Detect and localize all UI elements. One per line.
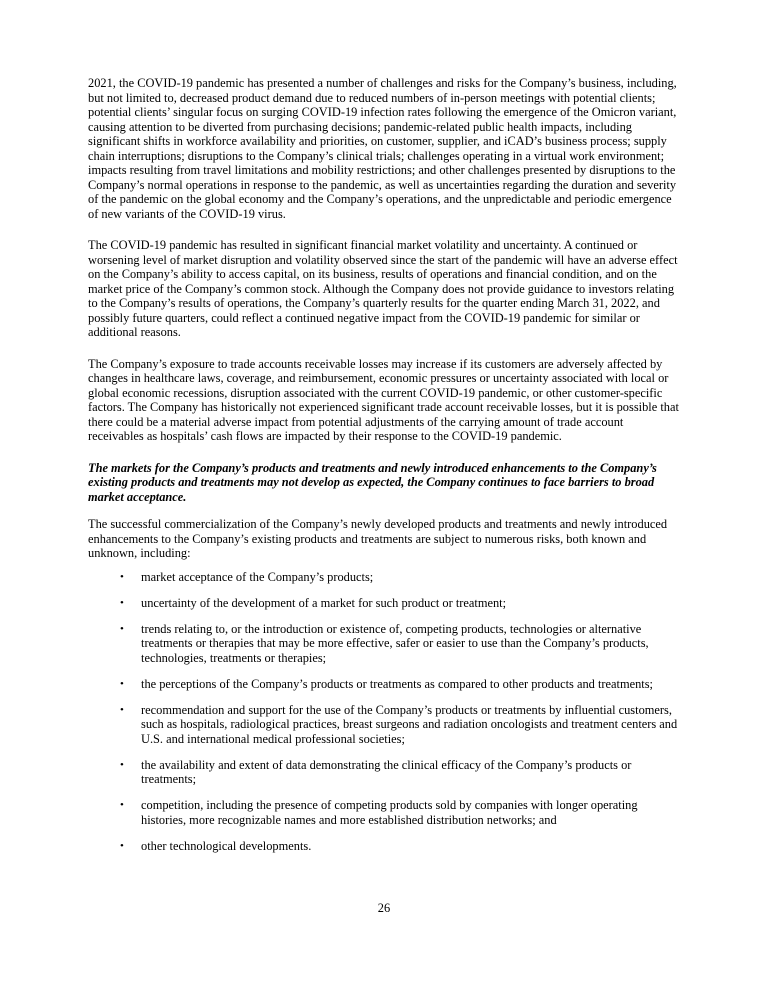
document-body bbox=[88, 76, 682, 865]
bullet-text: other technological developments. bbox=[141, 838, 312, 853]
risk-bullet-list bbox=[88, 570, 682, 854]
bullet-text: competition, including the presence of competing products sold by companies with longer operating histories, more recognizable names and more established distribution networks; and bbox=[141, 798, 638, 827]
bullet-icon: • bbox=[120, 758, 124, 771]
list-item bbox=[88, 622, 682, 666]
list-item bbox=[88, 798, 682, 827]
paragraph-trade-receivable-losses: The Company’s exposure to trade accounts receivable losses may increase if its customers are adversely affected by changes in healthcare laws, coverage, and reimbursement, economic pressures or uncertainty associated with local or global economic recessions, disruption associated with the current COVID-19 pandemic, or other customer-specific factors. The Company has historically not experienced significant trade account receivable losses, but it is possible that there could be a material adverse impact from potential adjustments of the carrying amount of trade account receivables as hospitals’ cash flows are impacted by their response to the COVID-19 pandemic. bbox=[88, 356, 679, 443]
bullet-text: uncertainty of the development of a market for such product or treatment; bbox=[141, 595, 507, 610]
paragraph-covid-business-challenges: 2021, the COVID-19 pandemic has presented a number of challenges and risks for the Company’s business, including, but not limited to, decreased product demand due to reduced numbers of in-person meetings with potential clients; potential clients’ singular focus on surging COVID-19 infection rates following the emergence of the Omicron variant, causing attention to be diverted from purchasing decisions; pandemic-related public health impacts, including significant shifts in workforce availability and priorities, on customer, supplier, and iCAD’s business process; supply chain interruptions; disruptions to the Company’s clinical trials; challenges operating in a virtual work environment; impacts resulting from travel limitations and mobility restrictions; and other challenges presented by disruptions to the Company’s normal operations in response to the pandemic, as well as uncertainties regarding the duration and severity of the pandemic on the global economy and the Company’s operations, and the unpredictable and periodic emergence of new variants of the COVID-19 virus. bbox=[88, 76, 677, 221]
list-item bbox=[88, 677, 682, 692]
list-item bbox=[88, 596, 682, 611]
risk-factor-heading: The markets for the Company’s products and treatments and newly introduced enhancements to the Company’s existing products and treatments may not develop as expected, the Company continues to face barriers to broad market acceptance. bbox=[88, 460, 657, 504]
bullet-text: trends relating to, or the introduction or existence of, competing products, technologies or alternative treatments or therapies that may be more effective, safer or easier to use than the Company’s products, technologies, treatments or therapies; bbox=[141, 621, 649, 665]
bullet-icon: • bbox=[120, 839, 124, 852]
list-item bbox=[88, 758, 682, 787]
list-item bbox=[88, 703, 682, 747]
page-number: 26 bbox=[377, 901, 391, 915]
bullet-text: market acceptance of the Company’s products; bbox=[141, 569, 374, 584]
bullet-text: recommendation and support for the use of the Company’s products or treatments by influential customers, such as hospitals, radiological practices, breast surgeons and radiation oncologists and treatment centers and U.S. and international medical professional societies; bbox=[141, 702, 678, 746]
bullet-text: the perceptions of the Company’s products or treatments as compared to other products and treatments; bbox=[141, 676, 654, 691]
bullet-icon: • bbox=[120, 570, 124, 583]
bullet-text: the availability and extent of data demonstrating the clinical efficacy of the Company’s products or treatments; bbox=[141, 757, 632, 786]
bullet-icon: • bbox=[120, 677, 124, 690]
list-item bbox=[88, 570, 682, 585]
bullet-icon: • bbox=[120, 799, 124, 811]
bullet-icon: • bbox=[120, 703, 124, 716]
bullet-icon: • bbox=[120, 596, 124, 609]
paragraph-financial-market-volatility: The COVID-19 pandemic has resulted in significant financial market volatility and uncertainty. A continued or worsening level of market disruption and volatility observed since the start of the pandemic will have an adverse effect on the Company’s ability to access capital, on its business, results of operations and financial condition, and on the market price of the Company’s common stock. Although the Company does not provide guidance to investors relating to the Company’s results of operations, the Company’s quarterly results for the quarter ending March 31, 2022, and possibly future quarters, could reflect a continued negative impact from the COVID-19 pandemic for similar or additional reasons. bbox=[88, 238, 678, 339]
list-item bbox=[88, 839, 682, 854]
paragraph-commercialization-intro: The successful commercialization of the Company’s newly developed products and treatments and newly introduced enhancements to the Company’s existing products and treatments are subject to numerous risks, both known and unknown, including: bbox=[88, 517, 668, 560]
bullet-icon: • bbox=[120, 622, 124, 635]
